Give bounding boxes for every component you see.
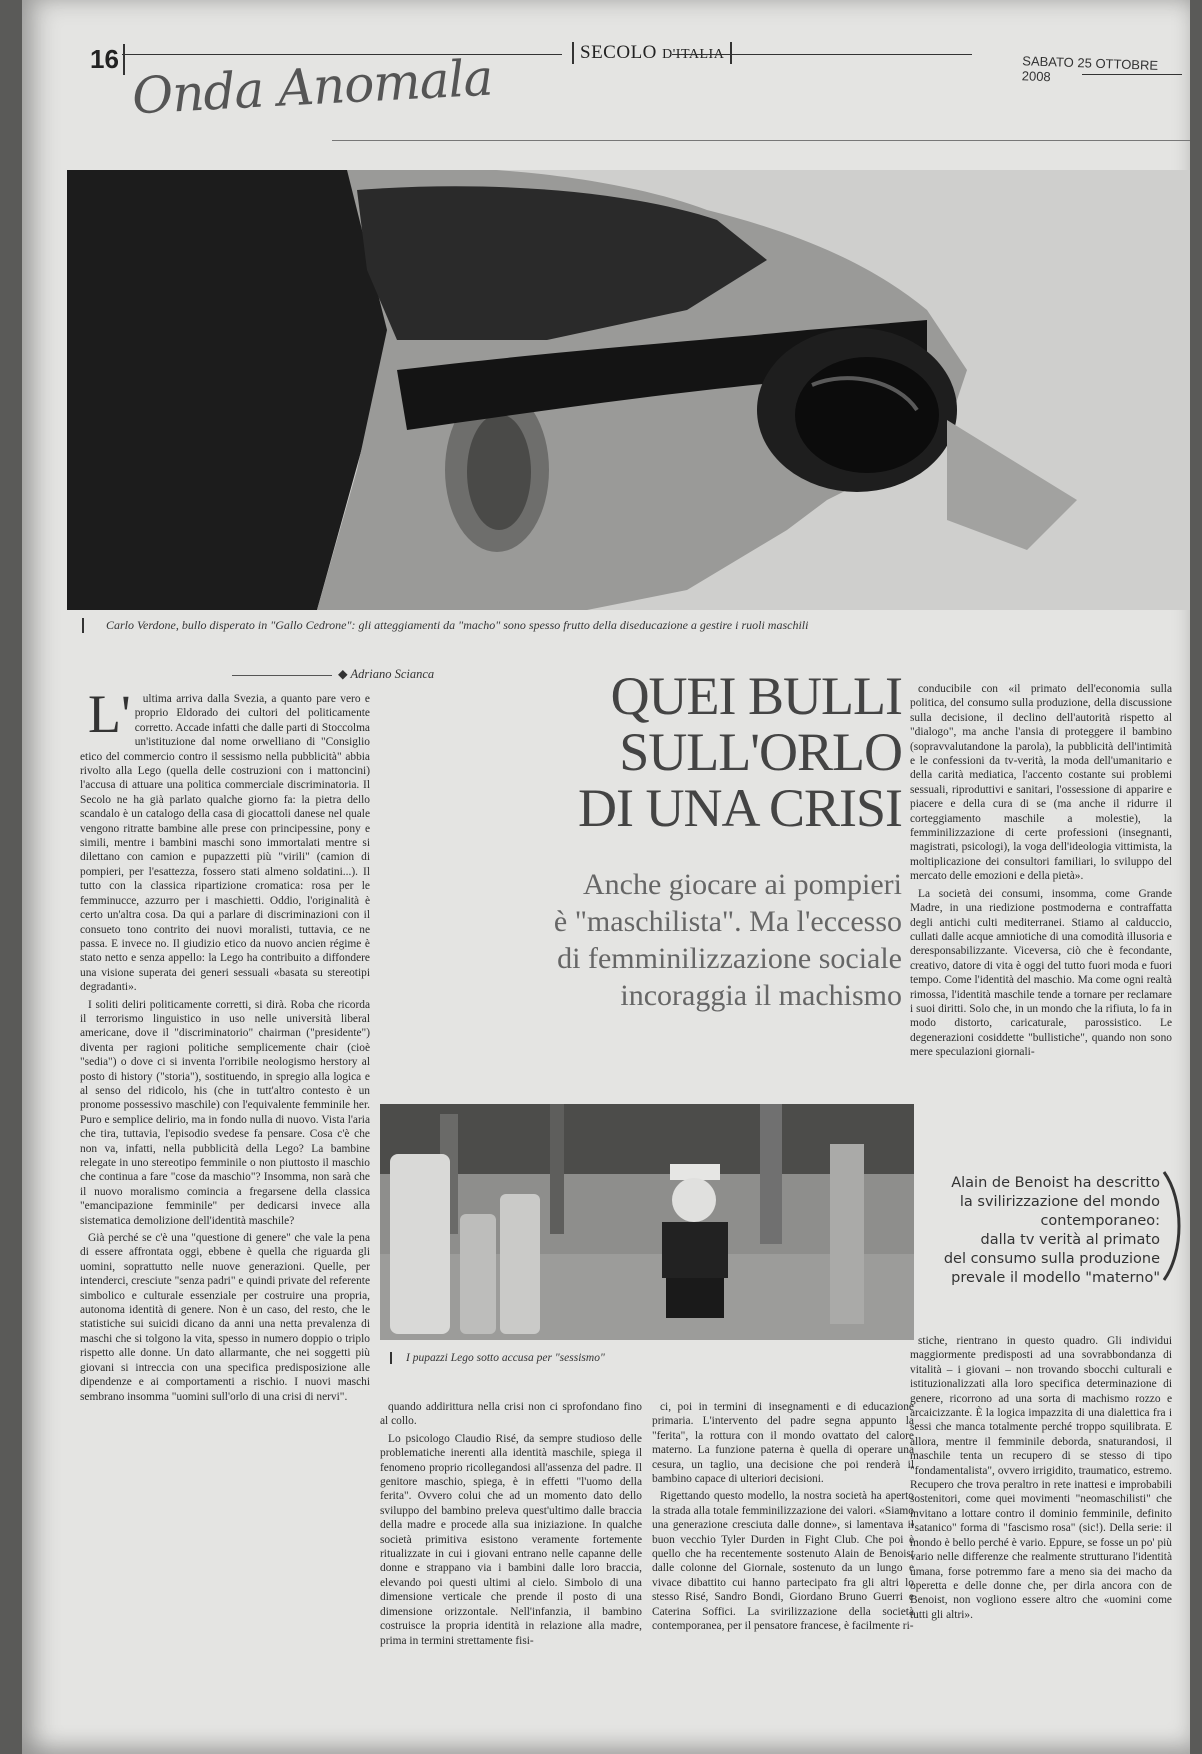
paragraph: Rigettando questo modello, la nostra società ha aperto la strada alla totale femminilizzazione dei valori. «Siamo una generazione cresciuta dalle donne», si lamentava il buon vecchio Tyler Durden in Fight Club. Che poi è quello che ha recentemente sostenuto Alain de Benoist dalle colonne del Giornale, sostenuto da un lungo e vivace dibattito cui hanno partecipato fra gli altri lo stesso Risé, Sandro Bondi, Giordano Bruno Guerri e Caterina Soffici. La svirilizzazione della società contemporanea, per il pensatore francese, è facilmente ri- xyxy=(652,1490,914,1633)
header-rule-left xyxy=(122,54,562,55)
subheadline-line: è "maschilista". Ma l'eccesso xyxy=(553,905,902,938)
paragraph: stiche, rientrano in questo quadro. Gli individui maggiormente predisposti ad una sovrabbondanza di vitalità – i giovani – non trovando sbocchi culturali e istituzionalizzati alla loro specifica determinazione di genere, ricorrono ad una sorta di machismo rozzo e arcaicizzante. È la logica impazzita di una dialettica fra i sessi che manca totalmente perché troppo squilibrata. E allora, mentre il femminile deborda, snaturandosi, il maschile tenta un recupero di se stesso di tipo "fondamentalista", ovvero irrigidito, traumatico, estremo. Recupero che trova peraltro in rete inattesi e improbabili sostenitori, come quei movimenti "neomaschilisti" che invitano a lottare contro il dominio femminile, definito "satanico" forma di "fascismo rosa" (sic!). Della serie: il mondo è bello perché è vario. Eppure, se fosse un po' più vario nelle differenze che realmente strutturano l'identità umana, forse potremmo fare a meno sia dei macho da operetta e delle donne che, per dirla ancora con de Benoist, non vogliono essere altro che «uomini come tutti gli altri». xyxy=(910,1335,1172,1621)
paragraph: La società dei consumi, insomma, come Grande Madre, in una riedizione postmoderna e contraffatta degli antichi culti mediterranei. Stiamo al calduccio, cullati dalle acque amniotiche di una comodità illusoria e deresponsabilizzante. Viceversa, ciò che è fecondante, creativo, datore di vita è oggi del tutto fuori moda e fuori tempo. Come l'identità del maschio. Ma come ogni realtà rimossa, l'identità maschile tende a tornare per reclamare i suoi diritti. Solo che, in un mondo che la rifiuta, lo fa in modo distorto, caricaturale, parossistico. Le degenerazioni cosiddette "bullistiche", quando non sono mere speculazioni giornali- xyxy=(910,887,1172,1059)
lego-photo xyxy=(380,1104,914,1340)
header-rule-middle xyxy=(672,54,972,55)
subheadline-line: di femminilizzazione sociale xyxy=(557,942,902,975)
page-header xyxy=(62,40,1182,150)
paragraph: L'ultima arriva dalla Svezia, a quanto pare vero e proprio Eldorado dei cultori del politicamente corretto. Accade infatti che dalle parti di Stoccolma un'istituzione dal nome orwelliano di "Consiglio etico del commercio contro il sessismo nella pubblicità" abbia rivolto alla Lego (quella delle costruzioni con i mattoncini) l'accusa di attuare una politica commerciale discriminatoria. Il Secolo ne ha già parlato qualche giorno fa: la pietra dello scandalo è un catalogo della casa di giocattoli danese nel quale vengono ritratte bambine alle prese con principessine, pony e simili, mentre i bambini maschi sono immortalati mentre si dilettano con camion e pupazzetti più "virili" (camion di pompieri, per l'esattezza, fossero stati almeno soldatini...). Il tutto con la classica ripartizione cromatica: rosa per le femminucce, azzurro per i maschietti. Oddio, l'originalità è certo un'altra cosa. Da qui a parlare di discriminazioni con il consueto tono contrito dei nuovi moralisti, tuttavia, ce ne passa. E invece no. Il giudizio etico da nuovo ancien régime è stato netto e senza appello: la Lego ha contribuito a diffondere una visione superata dei generi sessuali «basata su stereotipi degradanti». xyxy=(80,684,370,994)
section-rule xyxy=(332,140,1190,141)
newspaper-name-suffix: D'ITALIA xyxy=(662,47,725,62)
goggles-portrait-illustration xyxy=(67,170,1190,610)
newspaper-name xyxy=(572,42,732,64)
paragraph: quando addirittura nella crisi non ci sprofondano fino al collo. xyxy=(380,1401,642,1428)
paragraph: Già perché se c'è una "questione di genere" che vale la pena di essere affrontata oggi, ebbene è quella che riguarda gli uomini, soprattutto nelle nuove generazioni. Quelle, per intenderci, cresciute "senza padri" e quindi private del referente simbolico e culturale essenziale per costruire una propria, autonoma identità di genere. Non è un caso, del resto, che le statistiche sui suicidi dicano da anni una netta prevalenza di maschi che si tolgono la vita, spesso in numero doppio o triplo rispetto alle donne. Un dato allarmante, che nei soggetti più giovani si intreccia con una specifica predisposizione alle dipendenze e ai comportamenti a rischio. I nuovi maschi sembrano insomma "uomini sull'orlo di una crisi di nervi". xyxy=(80,1232,370,1403)
paragraph: ci, poi in termini di insegnamenti e di educazione primaria. L'intervento del padre segna appunto la "ferita", la rottura con il mondo ovattato del calore materno. La funzione paterna è quella di operare una cesura, un taglio, una decisione che poi renderà il bambino capace di ulteriori decisioni. xyxy=(652,1401,914,1486)
pull-quote-bracket-icon xyxy=(1162,1170,1186,1282)
article-column-2 xyxy=(380,1400,642,1651)
article-column-1 xyxy=(80,684,370,1407)
headline-line: SULL'ORLO xyxy=(619,722,902,782)
page-number: 16 xyxy=(90,44,125,75)
headline xyxy=(502,668,902,836)
headline-line: QUEI BULLI xyxy=(610,666,902,726)
header-rule-right xyxy=(1082,74,1182,75)
article-column-4-top xyxy=(910,682,1172,1063)
main-photo xyxy=(67,170,1190,610)
main-photo-caption: Carlo Verdone, bullo disperato in "Gallo Cedrone": gli atteggiamenti da "macho" sono spesso frutto della diseducazione a gestire i ruoli maschili xyxy=(82,618,1006,633)
pull-quote-line: Alain de Benoist ha descritto xyxy=(951,1175,1160,1191)
paragraph: Lo psicologo Claudio Risé, da sempre studioso delle problematiche inerenti alla identità maschile, spiega il fenomeno proprio ricollegandosi all'assenza del padre. Il genitore maschio, spiega, è in effetti "l'uomo della ferita". Ovvero colui che ad un momento dato dello sviluppo del bambino preleva quest'ultimo dalle braccia della madre e procede alla sua iniziazione. In qualche società primitiva esistono veramente fortemente ritualizzate in cui i giovani entrano nelle capanne delle donne e strappano via i bambini dalle loro braccia, elevando poi questi ultimi al cielo. Simbolo di una dimensione verticale che prende il posto di una dimensione orizzontale. Nell'infanzia, il bambino costruisce la propria identità in relazione alla madre, prima in termini strettamente fisi- xyxy=(380,1432,642,1647)
subheadline-line: incoraggia il machismo xyxy=(620,979,902,1012)
lego-photo-caption: I pupazzi Lego sotto accusa per "sessismo" xyxy=(390,1352,605,1364)
byline: ◆ Adriano Scianca xyxy=(232,666,434,682)
issue-date: SABATO 25 OTTOBRE 2008 xyxy=(1021,53,1159,85)
pull-quote-line: la svilirizzazione del mondo xyxy=(959,1194,1160,1210)
lego-figure-illustration xyxy=(380,1104,914,1340)
article-column-3 xyxy=(652,1400,914,1637)
newspaper-page xyxy=(22,0,1190,1754)
pull-quote xyxy=(922,1174,1160,1288)
pull-quote-line: prevale il modello "materno" xyxy=(951,1270,1160,1286)
subheadline xyxy=(452,866,902,1014)
section-title: Onda Anomala xyxy=(130,48,494,126)
paragraph: I soliti deliri politicamente corretti, si dirà. Roba che ricorda il terrorismo linguistico in uso nelle università liberal americane, dove il "discriminatorio" chairman ("presidente") diventa per ragioni politiche semplicemente chair (cioè "sedia") o dove ci si inventa l'orribile neologismo herstory al posto di history ("storia"), sostituendo, in spregio alla logica e al senso del ridicolo, his (che in tutt'altro contesto è un pronome possessivo maschile) con l'equivalente femminile her. Puro e semplice delirio, ma in fondo nulla di nuovo. Vista l'aria che tira, tuttavia, l'episodio svedese fa pensare. Cosa c'è che non va, infatti, nella pubblicità della Lego? La bambine relegate in uno stereotipo femminile o non piuttosto il maschio che continua a fare "cose da maschio"? Insomma, non sarà che il nuovo moralismo comincia a fregarsene della classica "emancipazione femminile" per dedicarsi invece alla sistematica demolizione dell'identità maschile? xyxy=(80,998,370,1227)
article-column-4-bottom xyxy=(910,1334,1172,1625)
newspaper-name-main: SECOLO xyxy=(580,42,657,63)
headline-line: DI UNA CRISI xyxy=(577,778,902,838)
paragraph: conducibile con «il primato dell'economia sulla politica, del consumo sulla produzione, della discussione sulla decisione, il declino dell'autorità rispetto al "dialogo", ma anche l'ansia di proteggere il bambino (sopravvalutandone la parola), la pubblicità dell'intimità e le confessioni da tv-verità, la moda dell'umanitario e della carità mediatica, l'accento costante sui problemi sessuali, riproduttivi e sanitari, l'ossessione di apparire e piacere e della cura di se (ma anche il ridurre il corteggiamento maschile a molestie), la femminilizzazione di certe professioni (insegnanti, magistrati, psicologi), la voga dell'ideologia vittimista, la moltiplicazione dei consultori familiari, lo sviluppo del mercato delle emozioni e della pietà». xyxy=(910,683,1172,883)
pull-quote-line: dalla tv verità al primato xyxy=(980,1232,1160,1248)
pull-quote-line: contemporaneo: xyxy=(1040,1213,1160,1229)
pull-quote-line: del consumo sulla produzione xyxy=(943,1251,1160,1267)
subheadline-line: Anche giocare ai pompieri xyxy=(582,868,902,901)
